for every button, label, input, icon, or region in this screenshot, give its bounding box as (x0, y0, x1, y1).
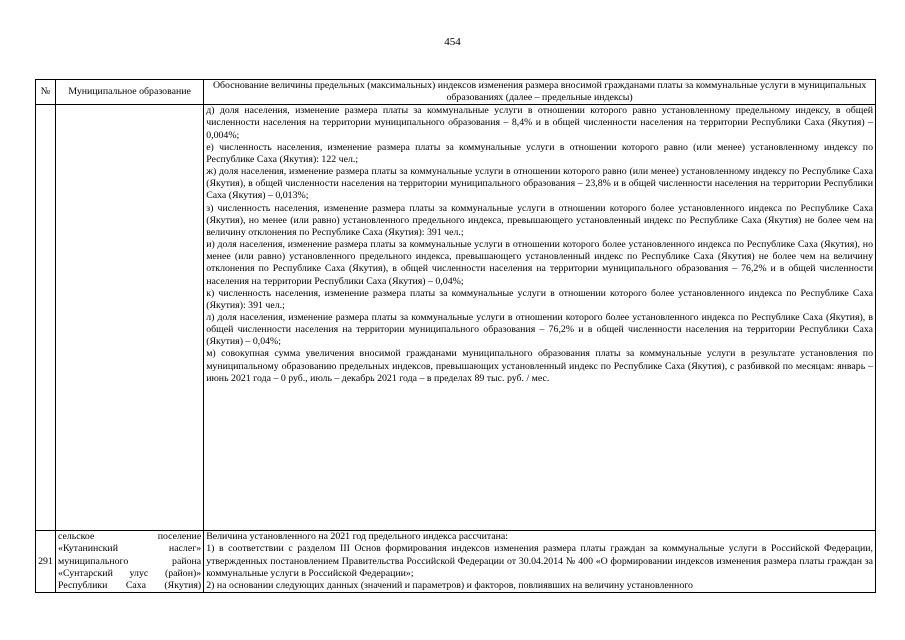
paragraph: к) численность населения, изменение размера платы за коммунальные услуги в отношении которого более установленного индекса по Республике Саха (Якутия): 391 чел.; (206, 287, 873, 311)
paragraph: 2) на основании следующих данных (значений и параметров) и факторов, повлиявших на величину установленного (206, 579, 693, 591)
justification-table (35, 79, 876, 593)
paragraph: м) совокупная сумма увеличения вносимой гражданами муниципального образования платы за коммунальные услуги в результате установления по муниципальному образованию предельных индексов, превышающих установленный индекс по Республике Саха (Якутия), с разбивкой по месяцам: январь – июнь 2021 года – 0 руб., июль – декабрь 2021 года – в пределах 89 тыс. руб. / мес. (206, 348, 873, 384)
table-row (36, 531, 876, 593)
header-num: № (36, 80, 56, 105)
row-num (36, 105, 56, 531)
paragraph: д) доля населения, изменение размера платы за коммунальные услуги в отношении которого равно установленному предельному индексу, в общей численности населения на территории муниципального образования – 8,4% и в общей численности населения на территории Республики Саха (Якутия) – 0,004%; (206, 105, 873, 141)
paragraph: 1) в соответствии с разделом III Основ формирования индексов изменения размера платы граждан за коммунальные услуги в Российской Федерации, утвержденных постановлением Правительства Российской Федерации от 30.04.2014 № 400 «О формировании индексов изменения размера платы граждан за коммунальные услуги в Российской Федерации»; (206, 543, 873, 579)
row-justification (204, 105, 876, 531)
paragraph: ж) доля населения, изменение размера платы за коммунальные услуги в отношении которого равно (или менее) установленному индексу по Республике Саха (Якутия), в общей численности населения на территории муниципального образования – 23,8% и в общей численности населения на территории Республики Саха (Якутия) – 0,013%; (206, 166, 873, 202)
table-row (36, 105, 876, 531)
row-justification (204, 531, 876, 593)
page-number: 454 (444, 36, 461, 48)
paragraph: л) доля населения, изменение размера платы за коммунальные услуги в отношении которого более установленного индекса по Республике Саха (Якутия), в общей численности населения на территории муниципального образования – 76,2% и в общей численности населения на территории Республики Саха (Якутия) – 0,04%; (206, 311, 873, 348)
header-municipality: Муниципальное образование (56, 80, 204, 105)
header-justification: Обоснование величины предельных (максимальных) индексов изменения размера вносимой гражданами платы за коммунальные услуги в муниципальных образованиях (далее – предельные индексы) (204, 80, 876, 105)
table-header-row (36, 80, 876, 105)
paragraph: Величина установленного на 2021 год предельного индекса рассчитана: (206, 531, 509, 543)
paragraph: з) численность населения, изменение размера платы за коммунальные услуги в отношении которого более установленного индекса по Республике Саха (Якутия), но менее (или равно) установленного предельного индекса, превышающего установленный индекс по Республике Саха (Якутия) не более чем на величину отклонения по Республике Саха (Якутия): 391 чел.; (206, 202, 873, 238)
paragraph: е) численность населения, изменение размера платы за коммунальные услуги в отношении которого равно (или менее) установленному индексу по Республике Саха (Якутия): 122 чел.; (206, 141, 873, 165)
row-num: 291 (36, 531, 56, 593)
paragraph: и) доля населения, изменение размера платы за коммунальные услуги в отношении которого более установленного индекса по Республике Саха (Якутия), но менее (или равно) установленного предельного индекса, превышающего установленный индекс по Республике Саха (Якутия) не более чем на величину отклонения по Республике Саха (Якутия), в общей численности населения на территории муниципального образования – 76,2% и в общей численности населения на территории Республики Саха (Якутия) – 0,04%; (206, 239, 873, 287)
row-municipality: сельское поселение «Кутанинский наслег» муниципального района «Сунтарский улус (район)» Республики Саха (Якутия) (56, 531, 204, 593)
row-municipality (56, 105, 204, 531)
